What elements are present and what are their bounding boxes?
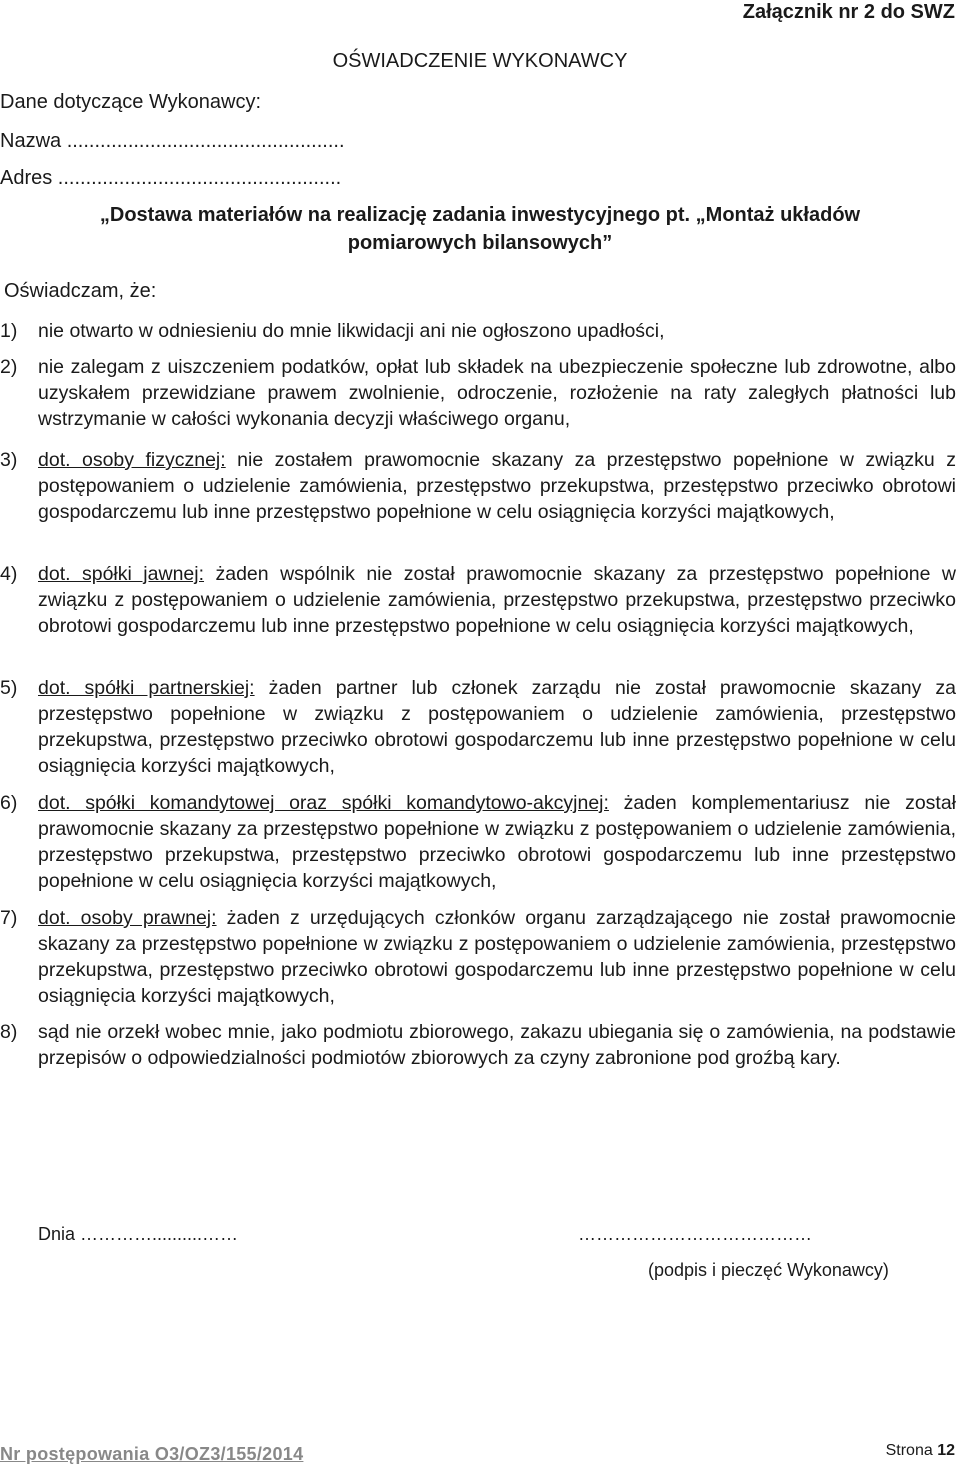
- contractor-address-field: Adres ...................................................: [0, 167, 342, 189]
- declaration-item-4: [0, 561, 956, 639]
- contractor-heading: Dane dotyczące Wykonawcy:: [0, 91, 262, 113]
- item-lead: dot. osoby prawnej:: [38, 907, 217, 929]
- annex-label: Załącznik nr 2 do SWZ: [742, 1, 955, 23]
- item-number: 7): [0, 907, 18, 929]
- item-text: żaden z urzędujących członków organu zarządzającego nie został prawomocnie skazany za przestępstwo popełnione w związku z postępowaniem o udzielenie zamówienia, przestępstwo przekupstwa, przestępstwo przeciwko obrotowi gospodarczemu lub inne przestępstwo popełnione w celu osiągnięcia korzyści majątkowych,: [38, 907, 956, 1007]
- item-text: żaden komplementariusz nie został prawomocnie skazany za przestępstwo popełnione w związku z postępowaniem o udzielenie zamówienia, przestępstwo przekupstwa, przestępstwo przeciwko obrotowi gospodarczemu lub inne przestępstwo popełnione w celu osiągnięcia korzyści majątkowych,: [38, 792, 957, 892]
- declaration-item-1: [0, 318, 956, 344]
- item-text: nie zalegam z uiszczeniem podatków, opłat lub składek na ubezpieczenie społeczne lub zdrowotne, albo uzyskałem przewidziane prawem zwolnienie, odroczenie, rozłożenie na raty zaległych płatności lub wstrzymanie w całości wykonania decyzji właściwego organu,: [38, 356, 956, 430]
- item-text: żaden wspólnik nie został prawomocnie skazany za przestępstwo popełnione w związku z postępowaniem o udzielenie zamówienia, przestępstwo przekupstwa, przestępstwo przeciwko obrotowi gospodarczemu lub inne przestępstwo popełnione w celu osiągnięcia korzyści majątkowych,: [38, 563, 957, 637]
- date-field: Dnia …………..........……: [38, 1224, 239, 1244]
- item-number: 1): [0, 320, 18, 342]
- contractor-name-field: Nazwa ..................................................: [0, 130, 345, 152]
- item-text: sąd nie orzekł wobec mnie, jako podmiotu zbiorowego, zakazu ubiegania się o zamówienia, na podstawie przepisów o odpowiedzialności podmiotów zbiorowych za czyny zabronione pod groźbą kary.: [38, 1021, 956, 1069]
- item-number: 5): [0, 677, 18, 699]
- subject-line-2: pomiarowych bilansowych”: [347, 232, 613, 254]
- item-number: 2): [0, 356, 18, 378]
- item-text: nie otwarto w odniesieniu do mnie likwidacji ani nie ogłoszono upadłości,: [38, 320, 665, 342]
- item-number: 3): [0, 449, 18, 471]
- item-lead: dot. spółki partnerskiej:: [38, 677, 255, 699]
- item-text: żaden partner lub członek zarządu nie został prawomocnie skazany za przestępstwo popełnione w związku z postępowaniem o udzielenie zamówienia, przestępstwo przekupstwa, przestępstwo przeciwko obrotowi gospodarczemu lub inne przestępstwo popełnione w celu osiągnięcia korzyści majątkowych,: [38, 677, 956, 777]
- declaration-item-8: [0, 1019, 956, 1071]
- signature-line: …………………………………: [578, 1224, 812, 1244]
- case-number: Nr postępowania O3/OZ3/155/2014: [0, 1444, 304, 1464]
- declaration-item-2: [0, 354, 956, 432]
- signature-caption: (podpis i pieczęć Wykonawcy): [648, 1260, 889, 1280]
- declaration-heading: Oświadczam, że:: [4, 280, 157, 302]
- item-text: nie zostałem prawomocnie skazany za przestępstwo popełnione w związku z postępowaniem o udzielenie zamówienia, przestępstwo przekupstwa, przestępstwo przeciwko obrotowi gospodarczemu lub inne przestępstwo popełnione w celu osiągnięcia korzyści majątkowych,: [38, 449, 956, 523]
- subject-line-1: „Dostawa materiałów na realizację zadania inwestycyjnego pt. „Montaż układów: [99, 204, 861, 226]
- item-number: 6): [0, 792, 18, 814]
- document-title: OŚWIADCZENIE WYKONAWCY: [332, 50, 628, 72]
- declaration-item-5: [0, 675, 956, 779]
- page-indicator: [886, 1442, 955, 1460]
- procurement-subject: [0, 201, 960, 257]
- item-number: 4): [0, 563, 18, 585]
- declaration-item-3: [0, 447, 956, 525]
- item-lead: dot. spółki jawnej:: [38, 563, 205, 585]
- page-label: Strona: [885, 1442, 933, 1459]
- item-number: 8): [0, 1021, 18, 1043]
- item-lead: dot. osoby fizycznej:: [38, 449, 226, 471]
- page-number: 12: [937, 1442, 955, 1459]
- item-lead: dot. spółki komandytowej oraz spółki komandytowo-akcyjnej:: [38, 792, 609, 814]
- declaration-item-7: [0, 905, 956, 1009]
- declaration-item-6: [0, 790, 956, 894]
